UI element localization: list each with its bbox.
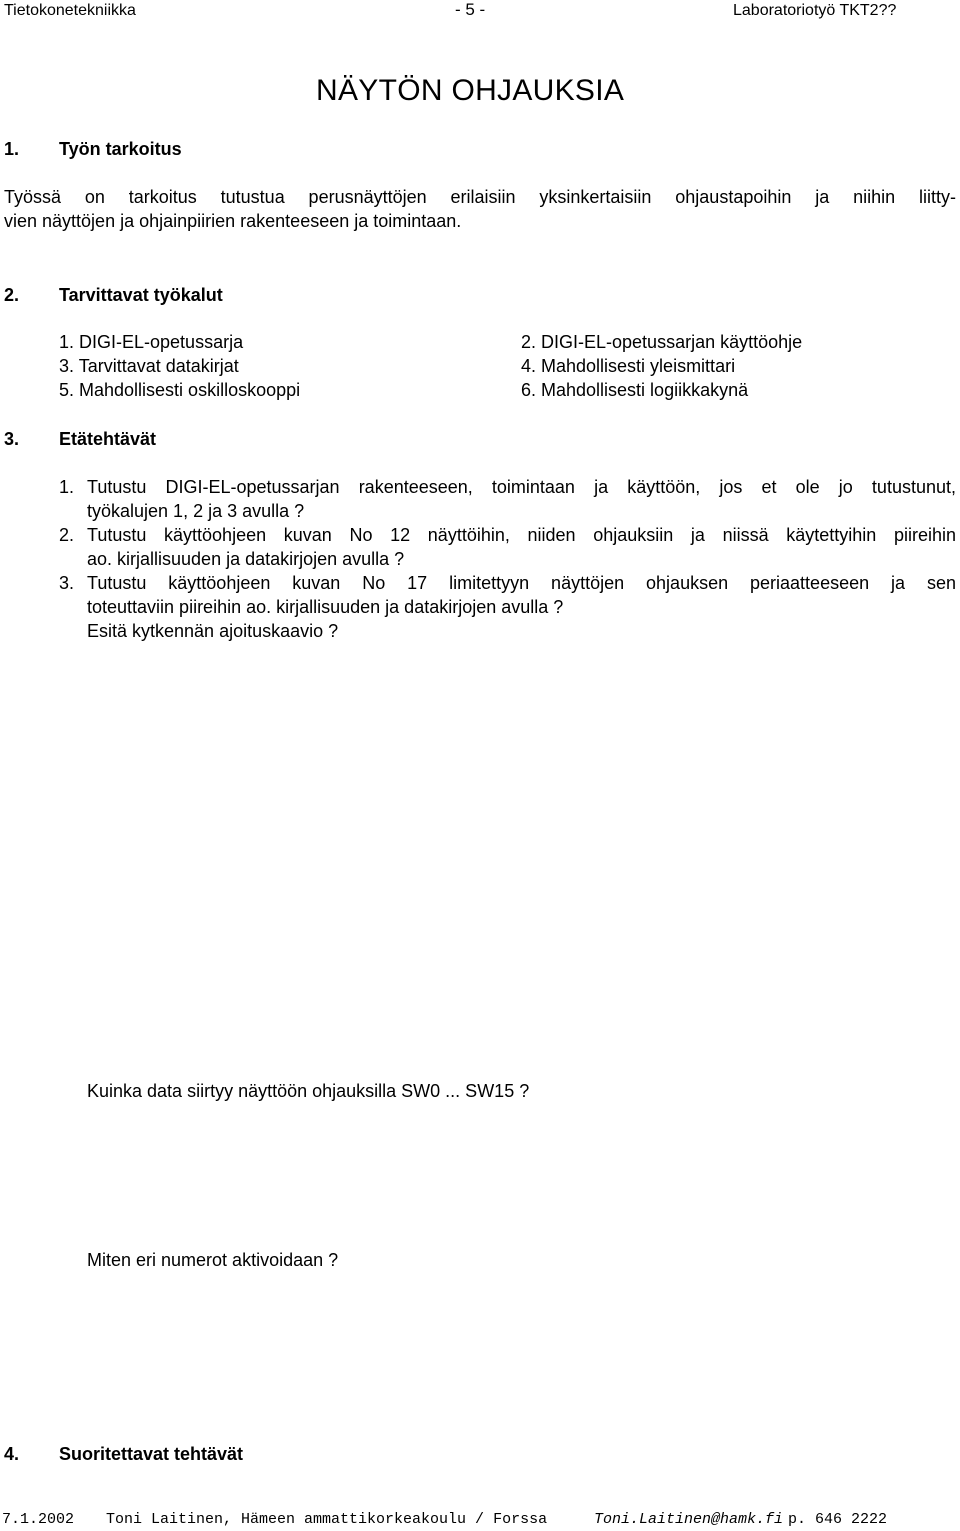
page-title: NÄYTÖN OHJAUKSIA xyxy=(316,74,625,107)
header-lab-id: Laboratoriotyö TKT2?? xyxy=(733,2,897,19)
header-page-number: - 5 - xyxy=(455,0,486,19)
task-3-line-1: Tutustu käyttöohjeen kuvan No 17 limitettyyn näyttöjen ohjauksen periaatteeseen ja sen xyxy=(87,573,956,593)
question-data-transfer: Kuinka data siirtyy näyttöön ohjauksilla SW0 ... SW15 ? xyxy=(87,1081,530,1101)
tool-item: 3. Tarvittavat datakirjat xyxy=(59,356,239,376)
task-3-line-2: toteuttaviin piireihin ao. kirjallisuuden ja datakirjojen avulla ? xyxy=(87,597,564,617)
tool-item: 5. Mahdollisesti oskilloskooppi xyxy=(59,380,301,400)
tool-item: 1. DIGI-EL-opetussarja xyxy=(59,332,244,352)
section-number: 3. xyxy=(4,429,20,449)
task-3-line-3: Esitä kytkennän ajoituskaavio ? xyxy=(87,621,339,641)
task-1-line-2: työkalujen 1, 2 ja 3 avulla ? xyxy=(87,501,305,521)
tool-item: 4. Mahdollisesti yleismittari xyxy=(521,356,736,376)
footer-phone: p. 646 2222 xyxy=(788,1511,888,1528)
section-title: Työn tarkoitus xyxy=(59,139,182,159)
purpose-line-2: vien näyttöjen ja ohjainpiirien rakenteeseen ja toimintaan. xyxy=(4,211,462,231)
footer-date: 7.1.2002 xyxy=(2,1511,75,1528)
task-number: 3. xyxy=(59,573,75,593)
task-number: 2. xyxy=(59,525,75,545)
section-title: Suoritettavat tehtävät xyxy=(59,1444,244,1464)
task-1-line-1: Tutustu DIGI-EL-opetussarjan rakenteeseen, toimintaan ja käyttöön, jos et ole jo tutustunut, xyxy=(87,477,956,497)
tool-item: 6. Mahdollisesti logiikkakynä xyxy=(521,380,749,400)
section-heading-purpose xyxy=(4,139,404,161)
purpose-line-1: Työssä on tarkoitus tutustua perusnäyttöjen erilaisiin yksinkertaisiin ohjaustapoihin ja niihin liitty- xyxy=(4,187,956,207)
footer-author: Toni Laitinen, Hämeen ammattikorkeakoulu / Forssa xyxy=(106,1511,548,1528)
section-title: Etätehtävät xyxy=(59,429,157,449)
task-number: 1. xyxy=(59,477,75,497)
section-number: 2. xyxy=(4,285,20,305)
header-course: Tietokonetekniikka xyxy=(4,2,136,19)
task-2-line-2: ao. kirjallisuuden ja datakirjojen avulla ? xyxy=(87,549,405,569)
section-heading-remote-tasks xyxy=(4,429,404,451)
section-number: 4. xyxy=(4,1444,20,1464)
footer-email: Toni.Laitinen@hamk.fi xyxy=(594,1511,784,1528)
task-2-line-1: Tutustu käyttöohjeen kuvan No 12 näyttöihin, niiden ohjauksiin ja niissä käytettyihin piireihin xyxy=(87,525,956,545)
section-heading-tasks xyxy=(4,1444,404,1466)
section-number: 1. xyxy=(4,139,20,159)
tool-item: 2. DIGI-EL-opetussarjan käyttöohje xyxy=(521,332,803,352)
section-heading-tools xyxy=(4,285,404,307)
section-title: Tarvittavat työkalut xyxy=(59,285,223,305)
question-digit-activation: Miten eri numerot aktivoidaan ? xyxy=(87,1250,339,1270)
